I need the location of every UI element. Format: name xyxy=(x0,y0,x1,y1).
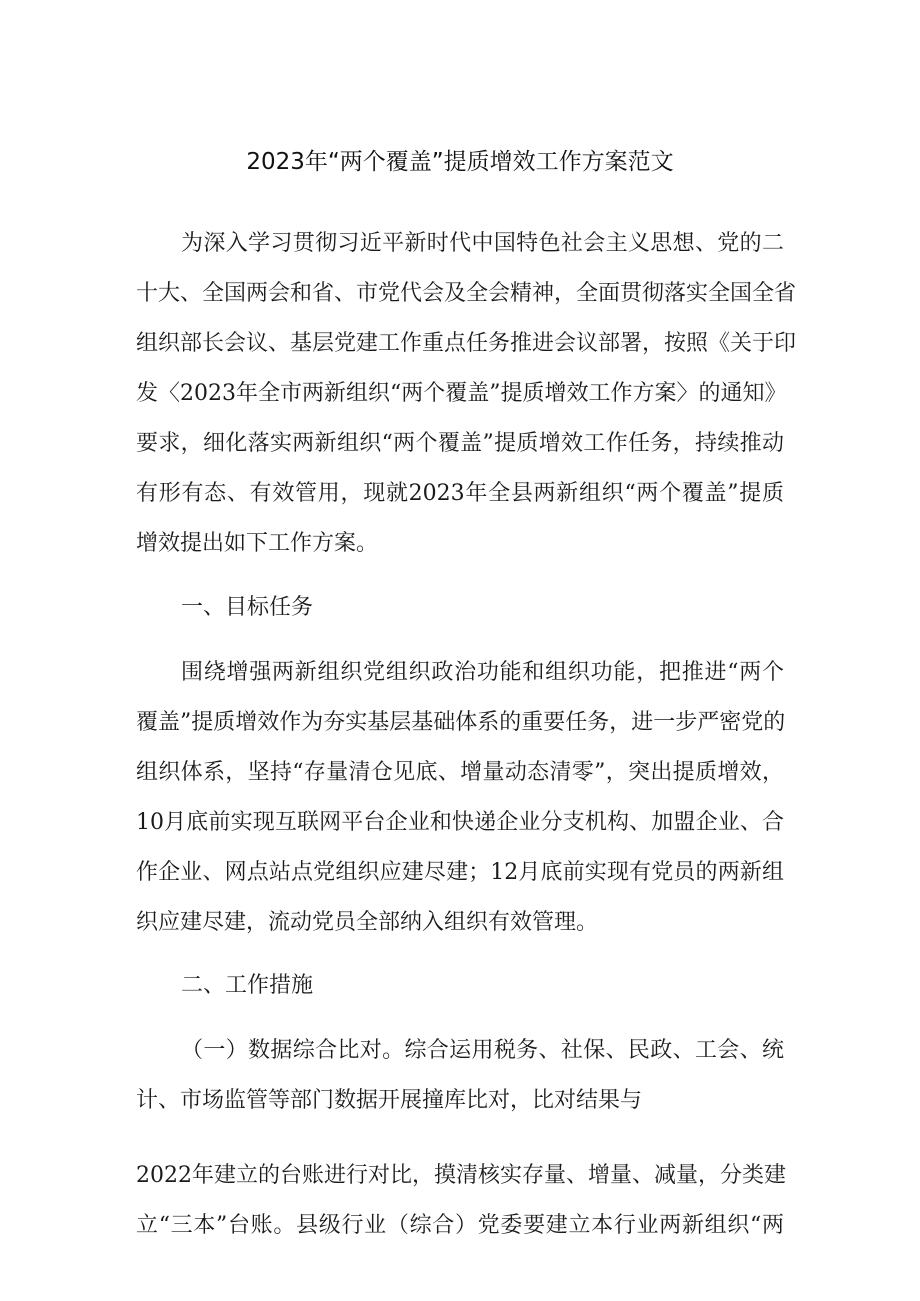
section-heading: 二、工作措施 xyxy=(181,973,314,998)
paragraph-line: 10月底前实现互联网平台企业和快递企业分支机构、加盟企业、合 xyxy=(136,810,784,835)
paragraph-line: 织应建尽建，流动党员全部纳入组织有效管理。 xyxy=(136,910,599,935)
paragraph-line: 组织体系，坚持“存量清仓见底、增量动态清零”，突出提质增效， xyxy=(136,760,784,785)
paragraph-line: 覆盖”提质增效作为夯实基层基础体系的重要任务，进一步严密党的 xyxy=(136,710,786,735)
paragraph-line: 有形有态、有效管用，现就2023年全县两新组织“两个覆盖”提质 xyxy=(136,481,784,506)
paragraph-line: 十大、全国两会和省、市党代会及全会精神，全面贯彻落实全国全省 xyxy=(136,281,797,306)
section-heading: 一、目标任务 xyxy=(181,595,314,620)
paragraph-line: 围绕增强两新组织党组织政治功能和组织功能，把推进“两个 xyxy=(181,660,784,685)
paragraph-line: 为深入学习贯彻习近平新时代中国特色社会主义思想、党的二 xyxy=(181,231,784,256)
paragraph-line: 计、市场监管等部门数据开展撞库比对，比对结果与 xyxy=(136,1088,643,1113)
paragraph-line: 发〈2023年全市两新组织“两个覆盖”提质增效工作方案〉的通知》 xyxy=(136,381,787,406)
paragraph-line: 立“三本”台账。县级行业（综合）党委要建立本行业两新组织“两 xyxy=(136,1213,784,1238)
paragraph-line: 要求，细化落实两新组织“两个覆盖”提质增效工作任务，持续推动 xyxy=(136,431,784,456)
paragraph-line: 2022年建立的台账进行对比，摸清核实存量、增量、减量，分类建 xyxy=(136,1163,786,1188)
paragraph-line: 组织部长会议、基层党建工作重点任务推进会议部署，按照《关于印 xyxy=(136,331,797,356)
document-title: 2023年“两个覆盖”提质增效工作方案范文 xyxy=(246,149,674,175)
paragraph-line: 作企业、网点站点党组织应建尽建；12月底前实现有党员的两新组 xyxy=(136,860,784,885)
paragraph-line: （一）数据综合比对。综合运用税务、社保、民政、工会、统 xyxy=(181,1038,784,1063)
paragraph-line: 增效提出如下工作方案。 xyxy=(136,531,379,556)
